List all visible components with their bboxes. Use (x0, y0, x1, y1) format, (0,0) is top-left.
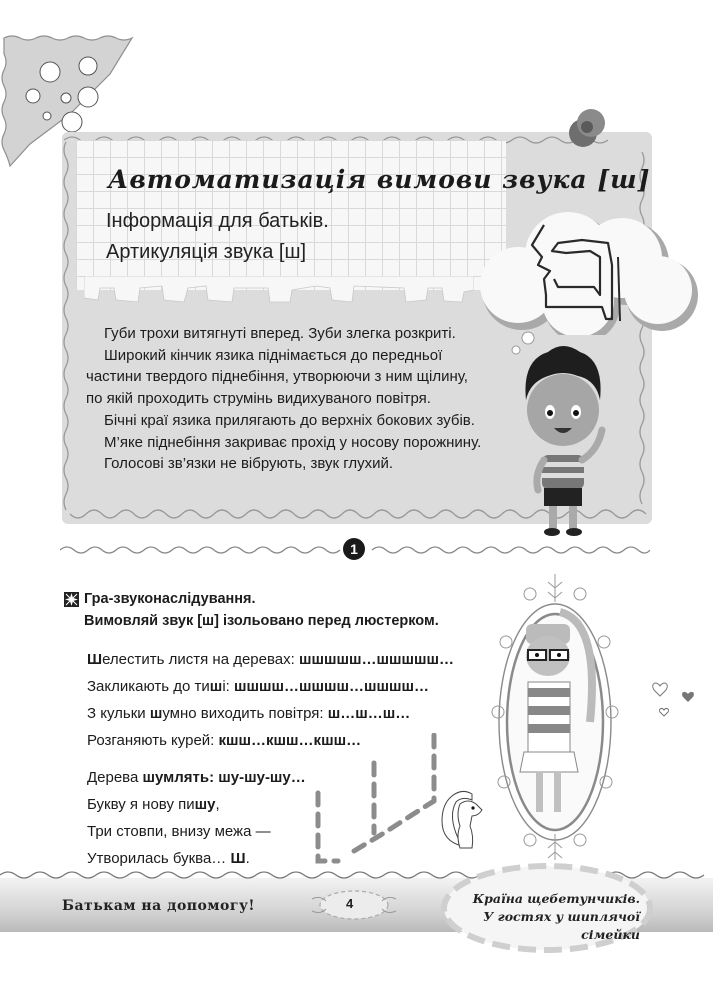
description-line: Бічні краї язика прилягають до верхніх бокових зубів. (104, 411, 475, 429)
articulation-diagram-cloud (462, 195, 702, 335)
footer-series-label: Батькам на допомогу! (62, 898, 256, 914)
description-line: М’яке піднебіння закриває прохід у носову порожнину. (104, 433, 482, 451)
exercise-line: З кульки шумно виходить повітря: ш…ш…ш… (87, 705, 411, 722)
book-title-line1: Країна щебетунчиків. (472, 891, 640, 906)
star-ornament-icon (64, 592, 79, 607)
book-title-line2: У гостях у шиплячої сімейки (483, 909, 640, 942)
description-line: по якій проходить струмінь видихуваного повітря. (86, 390, 431, 408)
step-number-badge: 1 (343, 538, 365, 560)
boy-illustration (508, 330, 618, 540)
description-line: Широкий кінчик язика піднімається до передньої (104, 346, 443, 364)
page-title: Автоматизація вимови звука [ш] (108, 165, 651, 194)
poem-line: Три стовпи, внизу межа — (87, 823, 271, 840)
exercise-line: Розганяють курей: кшш…кшш…кшш… (87, 732, 362, 749)
description-line: частини твердого піднебіння, утворюючи з ним щілину, (86, 368, 468, 386)
parents-info-heading: Інформація для батьків. (106, 210, 329, 232)
articulation-heading: Артикуляція звука [ш] (106, 241, 307, 263)
torn-paper-edge (84, 276, 474, 310)
poem (87, 764, 306, 872)
puppy-illustration (432, 786, 487, 856)
poem-line: Букву я нову пишу, (87, 796, 220, 813)
exercise-line: Шелестить листя на деревах: шшшшш…шшшшш… (87, 651, 454, 668)
task-instruction: Вимовляй звук [ш] ізольовано перед люстерком. (84, 613, 439, 629)
page-number: 4 (346, 896, 354, 911)
description-line: Голосові зв’язки не вібрують, звук глухий. (104, 455, 394, 473)
page-number-frame (310, 889, 398, 921)
dashed-letter-sha-tracing (310, 733, 440, 868)
poem-line: Утворилась буква… Ш. (87, 850, 250, 867)
mirror-with-girl-illustration (490, 572, 620, 862)
hearts-decoration (650, 672, 700, 722)
pushpin-icon (561, 103, 613, 155)
book-title (452, 890, 640, 944)
task-title: Гра-звуконаслідування. (84, 591, 256, 607)
description-line: Губи трохи витягнуті вперед. Зуби злегка розкриті. (104, 325, 456, 342)
poem-line: Дерева шумлять: шу-шу-шу… (87, 769, 306, 786)
articulation-description (86, 323, 526, 475)
exercise-line: Закликають до тиші: шшшш…шшшш…шшшш… (87, 678, 430, 695)
